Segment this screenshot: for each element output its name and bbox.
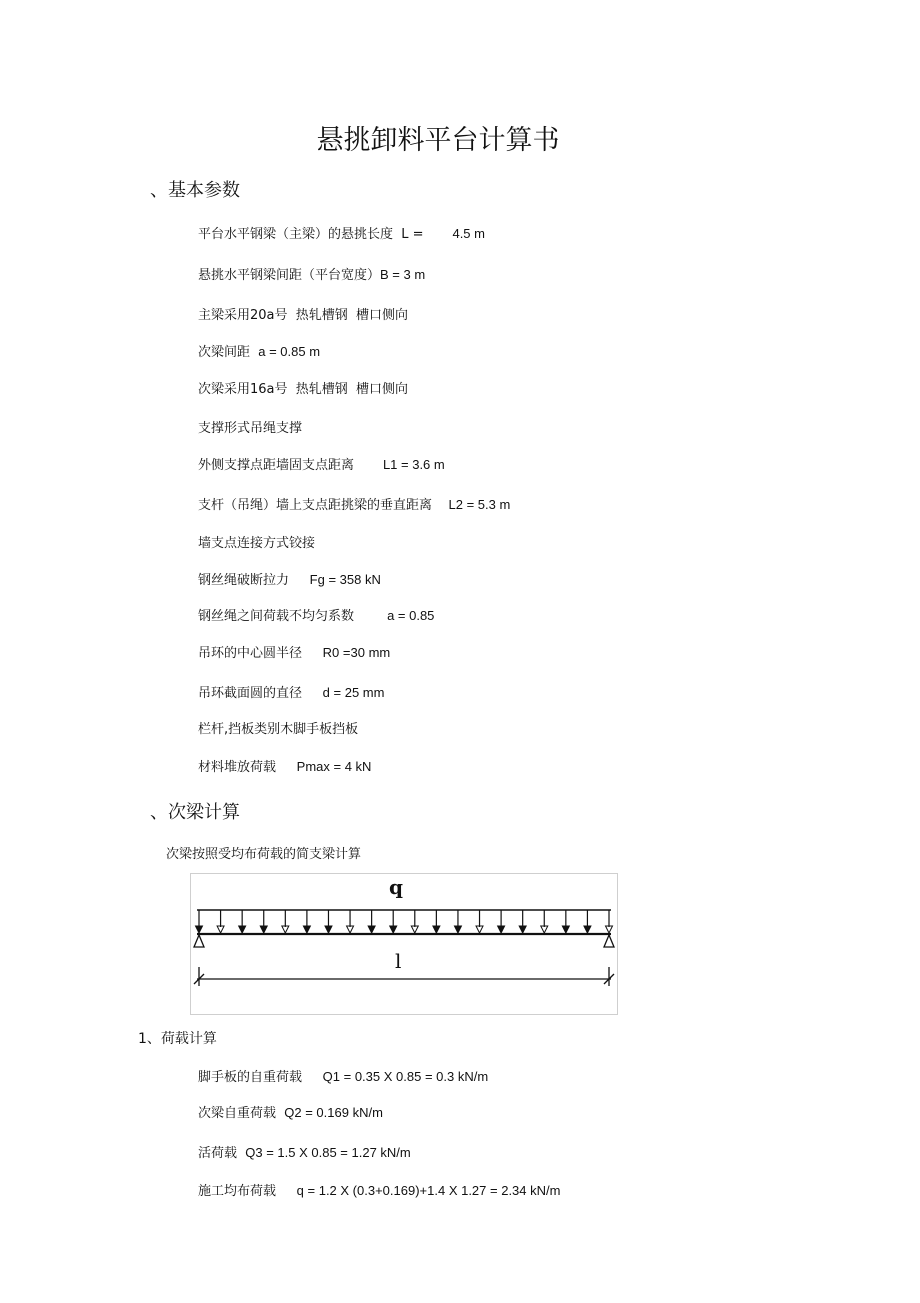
- param-value: Q3 = 1.5 X 0.85 = 1.27 kN/m: [245, 1145, 411, 1160]
- param-label: 次梁采用16a号 热轧槽钢 槽口侧向: [198, 382, 409, 397]
- right-support: [604, 935, 614, 947]
- param-value: Q2 = 0.169 kN/m: [284, 1105, 383, 1120]
- param-label: 钢丝绳之间荷载不均匀系数: [198, 609, 388, 624]
- param-value: 4.5 m: [452, 226, 485, 241]
- intro-text: 次梁按照受均布荷载的简支梁计算: [166, 847, 362, 862]
- load-arrow-head: [217, 926, 224, 933]
- param-label: 次梁间距: [198, 345, 259, 360]
- param-value: R0 =30 mm: [322, 645, 391, 660]
- load-arrow-head: [562, 926, 569, 933]
- param-row: [198, 343, 320, 362]
- param-row: [198, 266, 425, 285]
- param-row: [198, 456, 445, 475]
- section-heading-secondary-beam: 、次梁计算: [150, 802, 240, 823]
- param-label: 栏杆,挡板类别木脚手板挡板: [198, 722, 359, 737]
- param-value: a = 0.85: [387, 608, 435, 623]
- load-arrow-head: [347, 926, 354, 933]
- load-arrow-head: [411, 926, 418, 933]
- subsection-heading-load-calc: 1、荷载计算: [138, 1031, 217, 1047]
- beam-load-diagram: [190, 873, 618, 1015]
- param-value: Pmax = 4 kN: [296, 759, 372, 774]
- param-label: 主梁采用20a号 热轧槽钢 槽口侧向: [198, 308, 409, 323]
- param-label: 钢丝绳破断拉力: [198, 573, 310, 588]
- param-row: [198, 720, 358, 739]
- param-label: 吊环截面圆的直径: [198, 686, 323, 701]
- param-row: [198, 1144, 411, 1163]
- param-row: [198, 1182, 560, 1201]
- param-value: q = 1.2 X (0.3+0.169)+1.4 X 1.27 = 2.34 kN/m: [296, 1183, 561, 1198]
- param-row: [198, 1068, 488, 1087]
- load-arrow-head: [196, 926, 203, 933]
- param-label: 施工均布荷载: [198, 1184, 297, 1199]
- load-arrow-head: [433, 926, 440, 933]
- param-row: [198, 496, 510, 515]
- param-row: [198, 684, 384, 703]
- param-label: 墙支点连接方式铰接: [198, 536, 316, 551]
- param-row: [198, 380, 408, 399]
- param-label: 活荷载: [198, 1146, 246, 1161]
- load-arrow-head: [260, 926, 267, 933]
- load-arrow-head: [368, 926, 375, 933]
- param-label: 悬挑水平钢梁间距（平台宽度）: [198, 268, 381, 283]
- param-row: [198, 1104, 383, 1123]
- load-arrow-head: [390, 926, 397, 933]
- load-arrow-head: [303, 926, 310, 933]
- load-arrow-head: [476, 926, 483, 933]
- param-row: [198, 758, 371, 777]
- load-arrow-head: [606, 926, 613, 933]
- param-row: [198, 571, 381, 590]
- load-arrow-head: [282, 926, 289, 933]
- span-label: l: [395, 949, 402, 973]
- param-value: L1 = 3.6 m: [382, 457, 445, 472]
- section-heading-basic-params: 、基本参数: [150, 180, 240, 201]
- param-label: 外侧支撑点距墙固支点距离: [198, 458, 383, 473]
- param-label: 次梁自重荷载: [198, 1106, 285, 1121]
- load-arrow-head: [239, 926, 246, 933]
- param-value: Q1 = 0.35 X 0.85 = 0.3 kN/m: [322, 1069, 489, 1084]
- load-arrow-head: [454, 926, 461, 933]
- param-value: B = 3 m: [380, 267, 426, 282]
- param-label: 吊环的中心圆半径: [198, 646, 323, 661]
- load-arrow-head: [325, 926, 332, 933]
- param-value: d = 25 mm: [322, 685, 385, 700]
- param-value: Fg = 358 kN: [309, 572, 381, 587]
- param-value: a = 0.85 m: [258, 344, 321, 359]
- load-arrow-head: [498, 926, 505, 933]
- param-label: 材料堆放荷载: [198, 760, 297, 775]
- left-support: [194, 935, 204, 947]
- load-arrows: [196, 910, 613, 933]
- load-arrow-head: [519, 926, 526, 933]
- param-row: [198, 534, 315, 553]
- param-label: 脚手板的自重荷载: [198, 1070, 323, 1085]
- document-title: 悬挑卸料平台计算书: [316, 125, 560, 156]
- param-row: [198, 644, 390, 663]
- param-row: [198, 306, 408, 325]
- param-label: 平台水平钢梁（主梁）的悬挑长度 L =: [198, 227, 453, 242]
- param-row: [198, 607, 434, 626]
- param-row: [198, 225, 485, 244]
- load-label: q: [389, 875, 403, 899]
- param-label: 支杆（吊绳）墙上支点距挑梁的垂直距离: [198, 498, 449, 513]
- param-row: [198, 419, 302, 438]
- param-value: L2 = 5.3 m: [448, 497, 511, 512]
- param-label: 支撑形式吊绳支撑: [198, 421, 303, 436]
- load-arrow-head: [584, 926, 591, 933]
- load-arrow-head: [541, 926, 548, 933]
